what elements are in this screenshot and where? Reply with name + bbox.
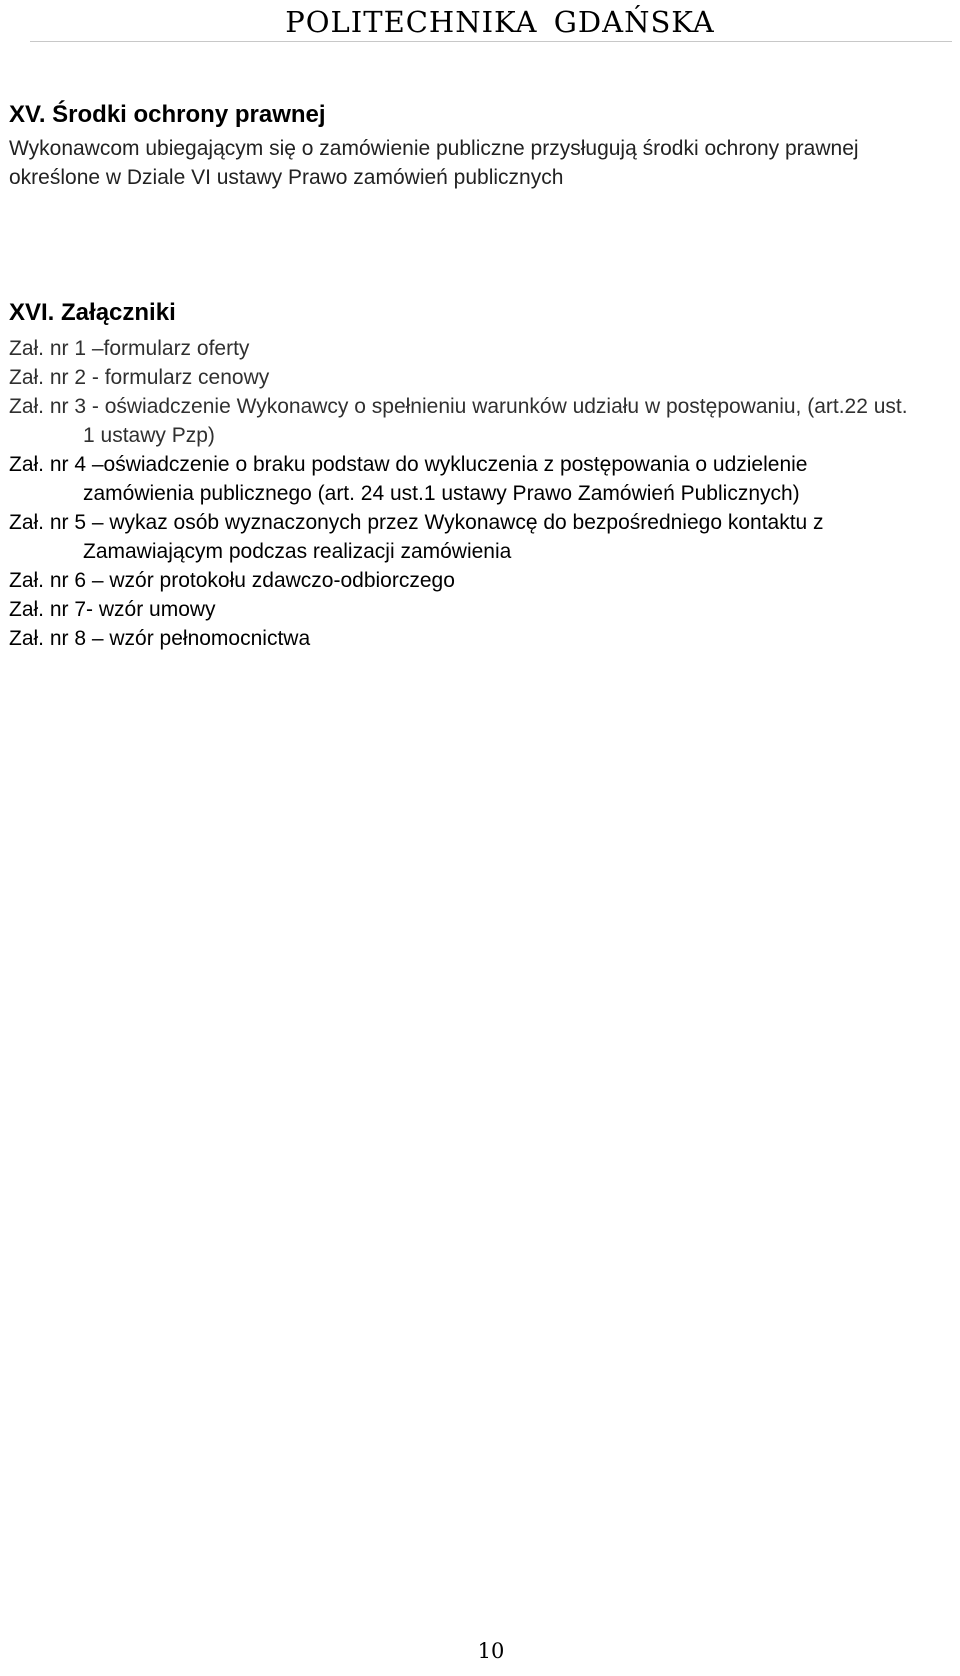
attachment-item: Zał. nr 3 - oświadczenie Wykonawcy o spełnieniu warunków udziału w postępowaniu, (art.22 ust. 1 ustawy Pzp) — [9, 395, 908, 447]
attachment-item: Zał. nr 6 – wzór protokołu zdawczo-odbiorczego — [9, 569, 455, 592]
attachment-item: Zał. nr 1 –formularz oferty — [9, 337, 250, 360]
section-legal-remedies — [9, 98, 909, 192]
attachment-item: Zał. nr 4 –oświadczenie o braku podstaw do wykluczenia z postępowania o udzielenie zamówienia publicznego (art. 24 ust.1 ustawy Prawo Zamówień Publicznych) — [9, 453, 808, 505]
attachments-list — [9, 334, 909, 653]
legal-remedies-paragraph: Wykonawcom ubiegającym się o zamówienie publiczne przysługują środki ochrony prawnej określone w Dziale VI ustawy Prawo zamówień publicznych — [9, 137, 859, 189]
section-heading-legal-remedies: XV. Środki ochrony prawnej — [9, 101, 326, 128]
page-header — [0, 0, 960, 44]
section-heading-attachments: XVI. Załączniki — [9, 299, 176, 326]
attachment-item: Zał. nr 7- wzór umowy — [9, 598, 216, 621]
section-attachments — [9, 296, 909, 653]
document-body — [9, 98, 909, 653]
page-number: 10 — [477, 1639, 505, 1663]
attachment-item: Zał. nr 8 – wzór pełnomocnictwa — [9, 627, 311, 650]
attachment-item: Zał. nr 5 – wykaz osób wyznaczonych przez Wykonawcę do bezpośredniego kontaktu z Zamawiającym podczas realizacji zamówienia — [9, 511, 824, 563]
header-divider — [30, 41, 952, 42]
attachment-item: Zał. nr 2 - formularz cenowy — [9, 366, 270, 389]
header-title: POLITECHNIKA GDAŃSKA — [285, 5, 715, 39]
